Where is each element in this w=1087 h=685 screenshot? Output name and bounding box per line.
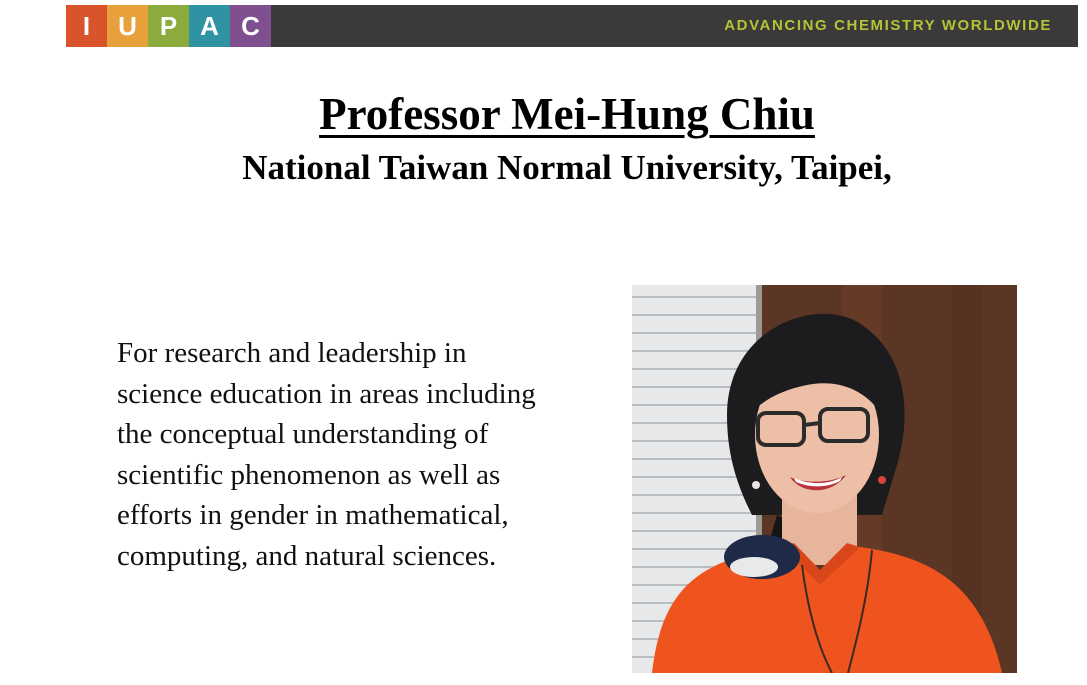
- logo-letter-p: P: [148, 5, 189, 47]
- logo-letter-c: C: [230, 5, 271, 47]
- tagline: ADVANCING CHEMISTRY WORLDWIDE: [724, 17, 1052, 34]
- logo-letter-u: U: [107, 5, 148, 47]
- citation-line: efforts in gender in mathematical,: [117, 499, 509, 531]
- awardee-name: Professor Mei-Hung Chiu: [319, 89, 815, 139]
- logo-letter-a: A: [189, 5, 230, 47]
- citation-line: the conceptual understanding of: [117, 418, 489, 450]
- citation-line: scientific phenomenon as well as: [117, 458, 501, 491]
- header-bar: [66, 5, 1078, 47]
- awardee-affiliation: National Taiwan Normal University, Taipei,: [242, 148, 892, 187]
- citation-line: For research and leadership in: [117, 337, 467, 369]
- logo-letter-i: I: [66, 5, 107, 47]
- portrait-photo: [632, 285, 1017, 673]
- award-citation: [117, 333, 617, 576]
- portrait-illustration: [632, 285, 1017, 673]
- citation-line: science education in areas including: [117, 377, 536, 410]
- citation-line: computing, and natural sciences.: [117, 539, 497, 572]
- iupac-logo: [66, 5, 271, 47]
